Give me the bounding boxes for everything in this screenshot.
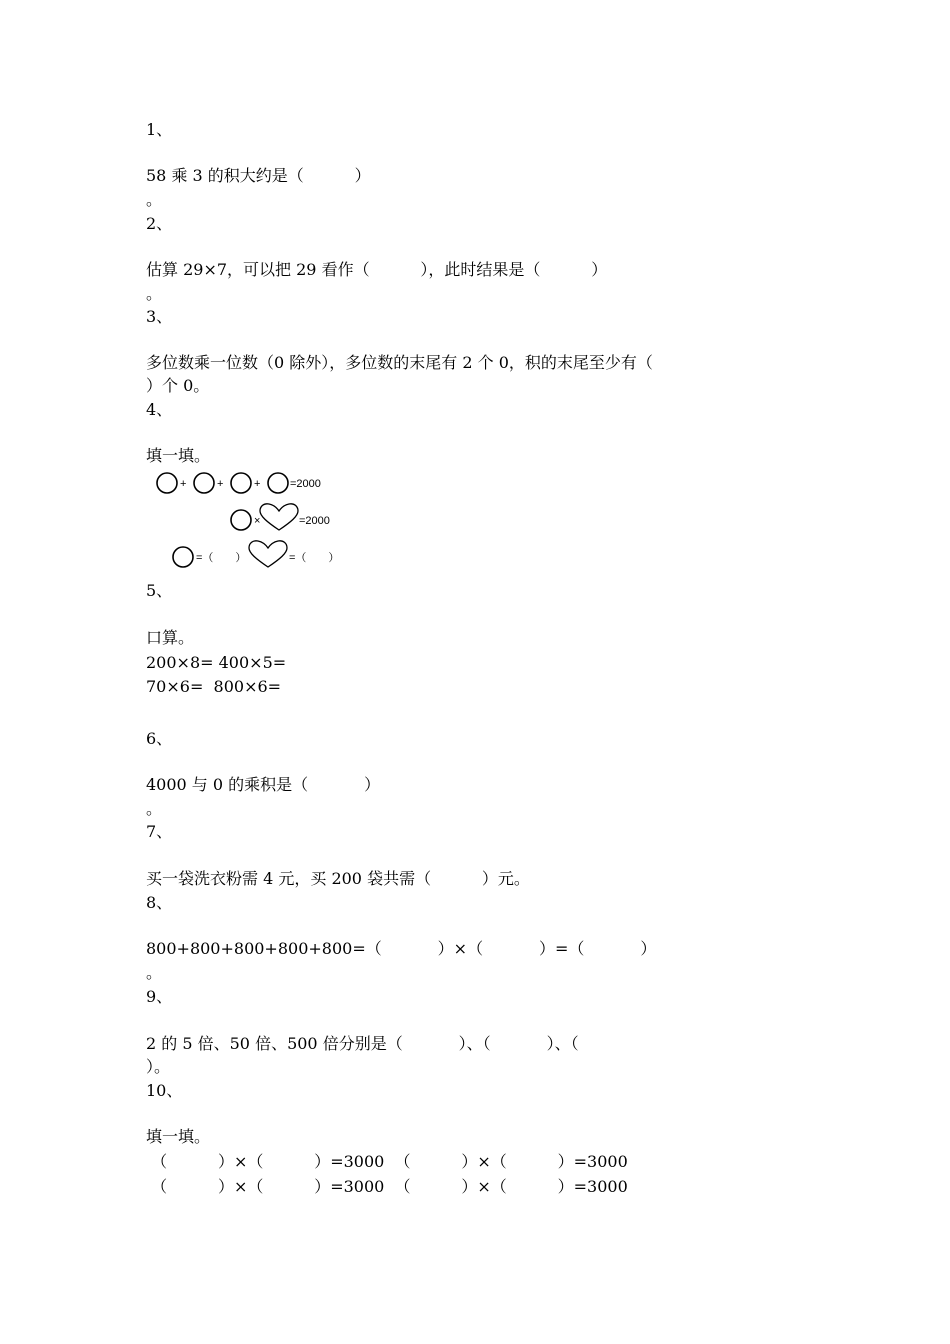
times-sign: × xyxy=(254,515,261,527)
q5-number: 5、 xyxy=(146,581,173,600)
q8-text: 800+800+800+800+800=（ ）×（ ）=（ ） xyxy=(146,939,657,958)
q9-tail: ）。 xyxy=(146,1057,171,1076)
circle-answer-blank: =（ ） xyxy=(196,552,247,564)
q3-tail: ）个 0。 xyxy=(146,376,210,395)
q4-text: 填一填。 xyxy=(146,446,211,465)
q10-number: 10、 xyxy=(146,1081,183,1100)
q5-text: 口算。 xyxy=(146,628,195,647)
circle-icon xyxy=(173,547,193,567)
q9-text: 2 的 5 倍、50 倍、500 倍分别是（ ）、（ ）、（ xyxy=(146,1034,579,1053)
q3-number: 3、 xyxy=(146,307,173,326)
q1-text: 58 乘 3 的积大约是（ ） xyxy=(146,166,371,185)
q6-text: 4000 与 0 的乘积是（ ） xyxy=(146,775,381,794)
circle-icon xyxy=(157,473,177,493)
plus-sign: + xyxy=(254,478,261,490)
q2-number: 2、 xyxy=(146,214,173,233)
q1-tail: 。 xyxy=(146,190,163,209)
equation-result: =2000 xyxy=(290,478,321,490)
q3-text: 多位数乘一位数（0 除外），多位数的末尾有 2 个 0，积的末尾至少有（ xyxy=(146,353,653,372)
q5-line1: 200×8= 400×5= xyxy=(146,653,287,672)
q6-number: 6、 xyxy=(146,729,173,748)
q9-number: 9、 xyxy=(146,987,173,1006)
q4-number: 4、 xyxy=(146,400,173,419)
q10-text: 填一填。 xyxy=(146,1127,211,1146)
heart-icon xyxy=(260,504,298,530)
heart-icon xyxy=(249,541,287,567)
equation-result: =2000 xyxy=(299,515,330,527)
q5-line2: 70×6= 800×6= xyxy=(146,677,282,696)
q2-text: 估算 29×7，可以把 29 看作（ ），此时结果是（ ） xyxy=(146,260,608,279)
q10-line2: （ ）×（ ）=3000 （ ）×（ ）=3000 xyxy=(146,1177,628,1196)
q2-tail: 。 xyxy=(146,284,163,303)
q10-line1: （ ）×（ ）=3000 （ ）×（ ）=3000 xyxy=(146,1152,628,1171)
q1-number: 1、 xyxy=(146,120,173,139)
q8-tail: 。 xyxy=(146,963,163,982)
q4-figure xyxy=(146,468,346,577)
q7-number: 7、 xyxy=(146,822,173,841)
circle-icon xyxy=(231,510,251,530)
plus-sign: + xyxy=(217,478,224,490)
heart-answer-blank: =（ ） xyxy=(289,552,340,564)
q8-number: 8、 xyxy=(146,893,173,912)
plus-sign: + xyxy=(180,478,187,490)
circle-icon xyxy=(268,473,288,493)
q6-tail: 。 xyxy=(146,799,163,818)
circle-icon xyxy=(194,473,214,493)
q7-text: 买一袋洗衣粉需 4 元，买 200 袋共需（ ）元。 xyxy=(146,869,530,888)
circle-icon xyxy=(231,473,251,493)
